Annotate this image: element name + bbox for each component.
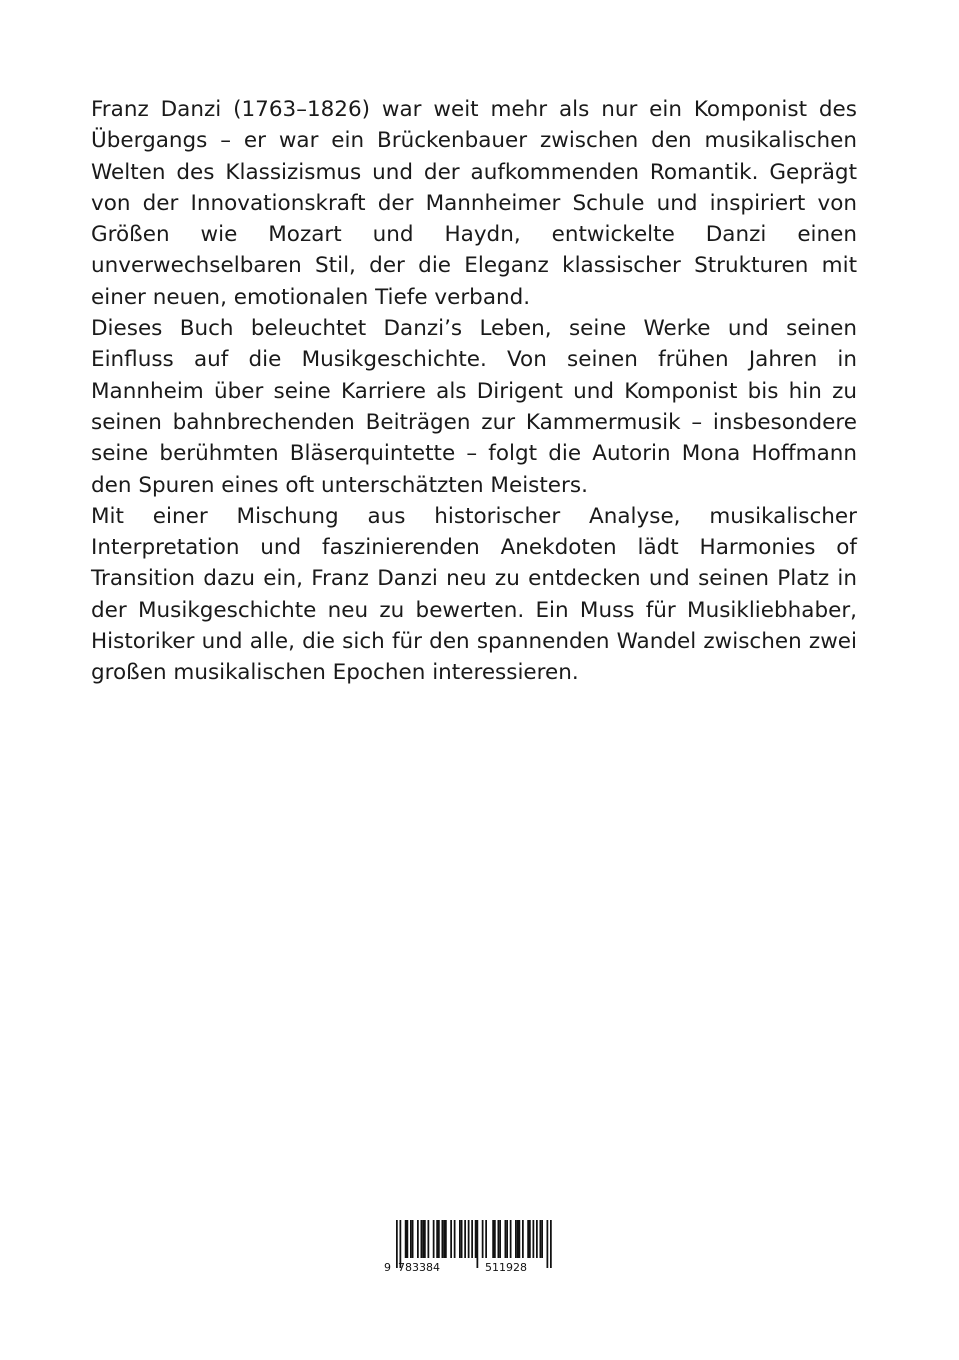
barcode-bar (494, 1220, 496, 1258)
barcode-bar (510, 1220, 512, 1258)
barcode-bar (550, 1220, 552, 1268)
barcode-bar (527, 1220, 529, 1258)
barcode-bar (450, 1220, 452, 1258)
barcode-lead-digit: 9 (384, 1261, 391, 1274)
barcode-bar (541, 1220, 543, 1258)
barcode-bar (405, 1220, 407, 1258)
barcode-bar (433, 1220, 435, 1258)
barcode-bar (482, 1220, 484, 1258)
barcode-bar (522, 1220, 524, 1258)
barcode-bar (498, 1220, 500, 1258)
barcode-bar (410, 1220, 412, 1258)
barcode-bar (443, 1220, 445, 1258)
barcode-bar (533, 1220, 535, 1258)
barcode-bar (475, 1220, 477, 1258)
barcode-bar (461, 1220, 463, 1258)
barcode-bar (445, 1220, 447, 1258)
barcode-bar (517, 1220, 519, 1258)
blurb-paragraph-1: Franz Danzi (1763–1826) war weit mehr als nur ein Komponist des Übergangs – er war ein Brückenbauer zwischen den musikalischen Welten des Klassizismus und der aufkommenden Romantik. Geprägt von der Innovationskraft der Mannheimer Schule und inspiriert von Größen wie Mozart und Haydn, entwickelte Danzi einen unverwechselbaren Stil, der die Eleganz klassischer Strukturen mit einer neuen, emotionalen Tiefe verband. (91, 97, 857, 310)
barcode-bar (468, 1220, 470, 1258)
barcode-bar (471, 1220, 473, 1258)
barcode-bar (438, 1220, 440, 1258)
barcode-bar (442, 1220, 444, 1258)
barcode-left-digits: 783384 (398, 1261, 440, 1274)
barcode-bar (428, 1220, 430, 1258)
blurb-paragraph-3: Mit einer Mischung aus historischer Analyse, musikalischer Interpretation und faszinierenden Anekdoten lädt Harmonies of Transition dazu ein, Franz Danzi neu zu entdecken und seinen Platz in der Musikgeschichte neu zu bewerten. Ein Muss für Musikliebhaber, Historiker und alle, die sich für den spannenden Wandel zwischen zwei großen musikalischen Epochen interessieren. (91, 503, 857, 686)
barcode-bar (505, 1220, 507, 1258)
barcode-bar (519, 1220, 521, 1258)
barcode-bar (529, 1220, 531, 1258)
barcode-bar (547, 1220, 549, 1268)
barcode-bar (436, 1220, 438, 1258)
barcode-bar (536, 1220, 538, 1258)
barcode-bar (540, 1220, 542, 1258)
blurb-text (91, 94, 857, 689)
blurb-paragraph-2: Dieses Buch beleuchtet Danzi’s Leben, seine Werke und seinen Einfluss auf die Musikgeschichte. Von seinen frühen Jahren in Mannheim über seine Karriere als Dirigent und Komponist bis hin zu seinen bahnbrechenden Beiträgen zur Kammermusik – insbesondere seine berühmten Bläserquintette – folgt die Autorin Mona Hoffmann den Spuren eines oft unterschätzten Meisters. (91, 316, 857, 498)
barcode-bar (492, 1220, 494, 1258)
isbn-barcode (384, 1220, 562, 1276)
barcode-bar (421, 1220, 423, 1258)
barcode-bar (417, 1220, 419, 1258)
barcode-bar (459, 1220, 461, 1258)
barcode-bar (485, 1220, 487, 1258)
barcode-bar (515, 1220, 517, 1258)
barcode-bar (506, 1220, 508, 1258)
barcode-bar (424, 1220, 426, 1258)
barcode-right-digits: 511928 (485, 1261, 527, 1274)
barcode-bar (499, 1220, 501, 1258)
barcode-graphic (384, 1220, 562, 1276)
barcode-bar (412, 1220, 414, 1258)
barcode-bar (477, 1220, 479, 1268)
barcode-bar (464, 1220, 466, 1258)
barcode-bar (422, 1220, 424, 1258)
barcode-bar (454, 1220, 456, 1258)
barcode-bar (407, 1220, 409, 1258)
